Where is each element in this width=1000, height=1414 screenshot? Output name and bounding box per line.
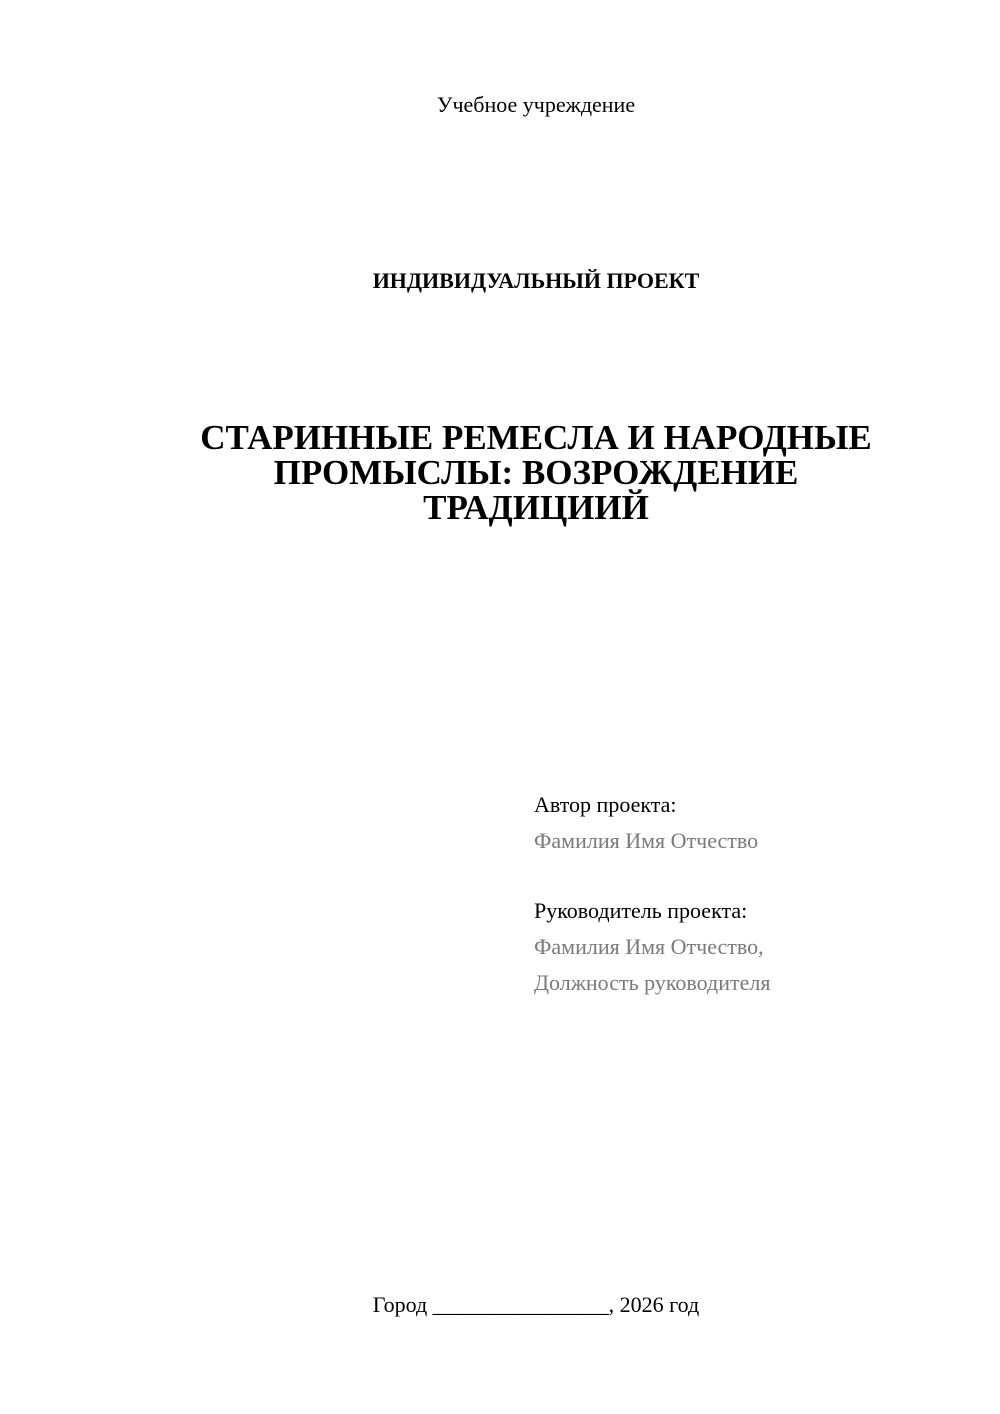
supervisor-position: Должность руководителя	[534, 970, 771, 995]
supervisor-label: Руководитель проекта:	[534, 898, 748, 923]
supervisor-name: Фамилия Имя Отчество,	[534, 934, 764, 959]
project-title	[120, 420, 952, 525]
city-year: Город ________________, 2026 год	[372, 1292, 700, 1317]
project-title-line: ПРОМЫСЛЫ: ВОЗРОЖДЕНИЕ	[273, 453, 799, 492]
project-title-line: СТАРИННЫЕ РЕМЕСЛА И НАРОДНЫЕ	[200, 418, 872, 457]
spacer	[534, 859, 974, 893]
institution-name: Учебное учреждение	[436, 92, 636, 117]
roles-block	[534, 787, 974, 1001]
author-label: Автор проекта:	[534, 792, 677, 817]
author-name: Фамилия Имя Отчество	[534, 828, 759, 853]
project-title-line: ТРАДИЦИИЙ	[423, 488, 649, 527]
document-type: ИНДИВИДУАЛЬНЫЙ ПРОЕКТ	[372, 268, 700, 293]
